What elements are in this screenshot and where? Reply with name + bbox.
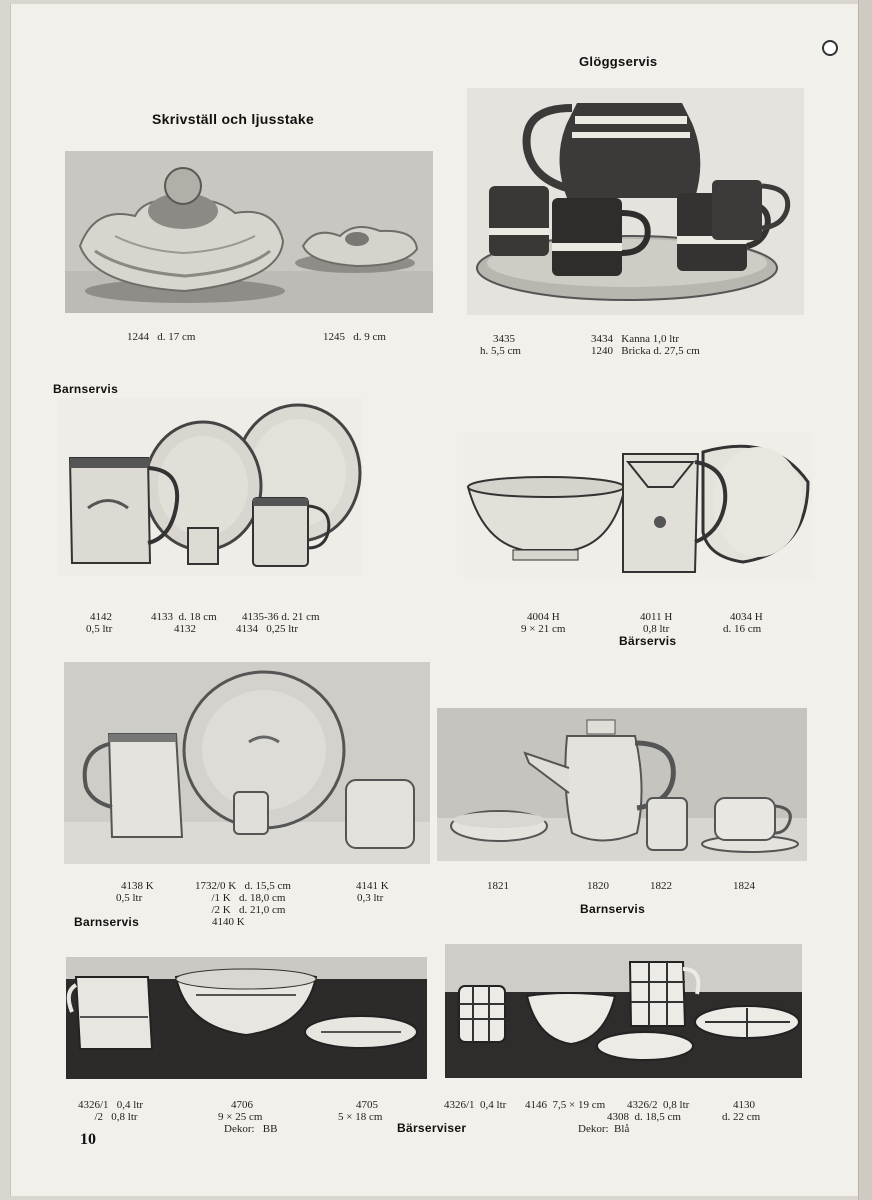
caption-4705-size: 5 × 18 cm (338, 1111, 383, 1123)
caption-1824: 1824 (733, 880, 755, 892)
caption-4004: 4004 H (527, 611, 560, 623)
caption-1732-0: 1732/0 K d. 15,5 cm (195, 880, 291, 892)
caption-1820: 1820 (587, 880, 609, 892)
caption-4326-2-right: 4326/2 0,8 ltr (627, 1099, 690, 1111)
photo-skrivstall (65, 151, 433, 313)
caption-4135: 4135-36 d. 21 cm (242, 611, 320, 623)
photo-barnservis-2 (64, 662, 430, 864)
caption-3435-size: h. 5,5 cm (480, 345, 521, 357)
page-edge (858, 0, 872, 1200)
caption-4138-size: 0,5 ltr (116, 892, 143, 904)
caption-4034-size: d. 16 cm (723, 623, 762, 635)
caption-4706: 4706 (231, 1099, 253, 1111)
caption-3434: 3434 Kanna 1,0 ltr (591, 333, 679, 345)
caption-4705: 4705 (356, 1099, 378, 1111)
heading-barservis-1: Bärservis (619, 634, 677, 648)
heading-gloggservis: Glöggservis (579, 54, 658, 69)
caption-4141-size: 0,3 ltr (357, 892, 384, 904)
caption-4004-size: 9 × 21 cm (521, 623, 566, 635)
heading-barserviser: Bärserviser (397, 1121, 467, 1135)
heading-barnservis-3: Barnservis (74, 915, 140, 929)
photo-barservis-bla (445, 944, 802, 1078)
caption-4142: 4142 (90, 611, 112, 623)
caption-4133: 4133 d. 18 cm (151, 611, 217, 623)
caption-1821: 1821 (487, 880, 509, 892)
caption-4326-1: 4326/1 0,4 ltr (78, 1099, 144, 1111)
punch-hole (822, 40, 838, 56)
caption-1240: 1240 Bricka d. 27,5 cm (591, 345, 700, 357)
caption-4326-1-right: 4326/1 0,4 ltr (444, 1099, 507, 1111)
caption-4130: 4130 (733, 1099, 755, 1111)
heading-barnservis-2: Barnservis (580, 902, 646, 916)
photo-barservis-1 (463, 432, 813, 580)
caption-4034: 4034 H (730, 611, 763, 623)
caption-1245: 1245 d. 9 cm (323, 331, 386, 343)
caption-4140: 4140 K (212, 916, 245, 928)
caption-4134: 4134 0,25 ltr (236, 623, 299, 635)
caption-4706-size: 9 × 25 cm (218, 1111, 263, 1123)
caption-4308: 4308 d. 18,5 cm (607, 1111, 681, 1123)
caption-1732-1: /1 K d. 18,0 cm (195, 892, 286, 904)
photo-barservis-bb (66, 957, 427, 1079)
caption-4146: 4146 7,5 × 19 cm (525, 1099, 606, 1111)
caption-dekor-bla: Dekor: Blå (578, 1123, 630, 1135)
page-number: 10 (80, 1131, 96, 1148)
caption-1732-2: /2 K d. 21,0 cm (195, 904, 286, 916)
caption-4142-size: 0,5 ltr (86, 623, 113, 635)
caption-dekor-bb: Dekor: BB (224, 1123, 278, 1135)
photo-1820-series (437, 708, 807, 861)
caption-4141: 4141 K (356, 880, 389, 892)
photo-barnservis-1 (58, 398, 363, 576)
caption-4011-size: 0,8 ltr (643, 623, 670, 635)
photo-gloggservis (467, 88, 804, 315)
caption-3435: 3435 (493, 333, 515, 345)
caption-4130-size: d. 22 cm (722, 1111, 761, 1123)
heading-skrivstall: Skrivställ och ljusstake (152, 111, 315, 127)
caption-4326-2: /2 0,8 ltr (78, 1111, 138, 1123)
caption-1244: 1244 d. 17 cm (127, 331, 196, 343)
heading-barnservis-1: Barnservis (53, 382, 119, 396)
caption-1822: 1822 (650, 880, 672, 892)
caption-4138: 4138 K (121, 880, 154, 892)
caption-4011: 4011 H (640, 611, 673, 623)
caption-4132: 4132 (174, 623, 196, 635)
